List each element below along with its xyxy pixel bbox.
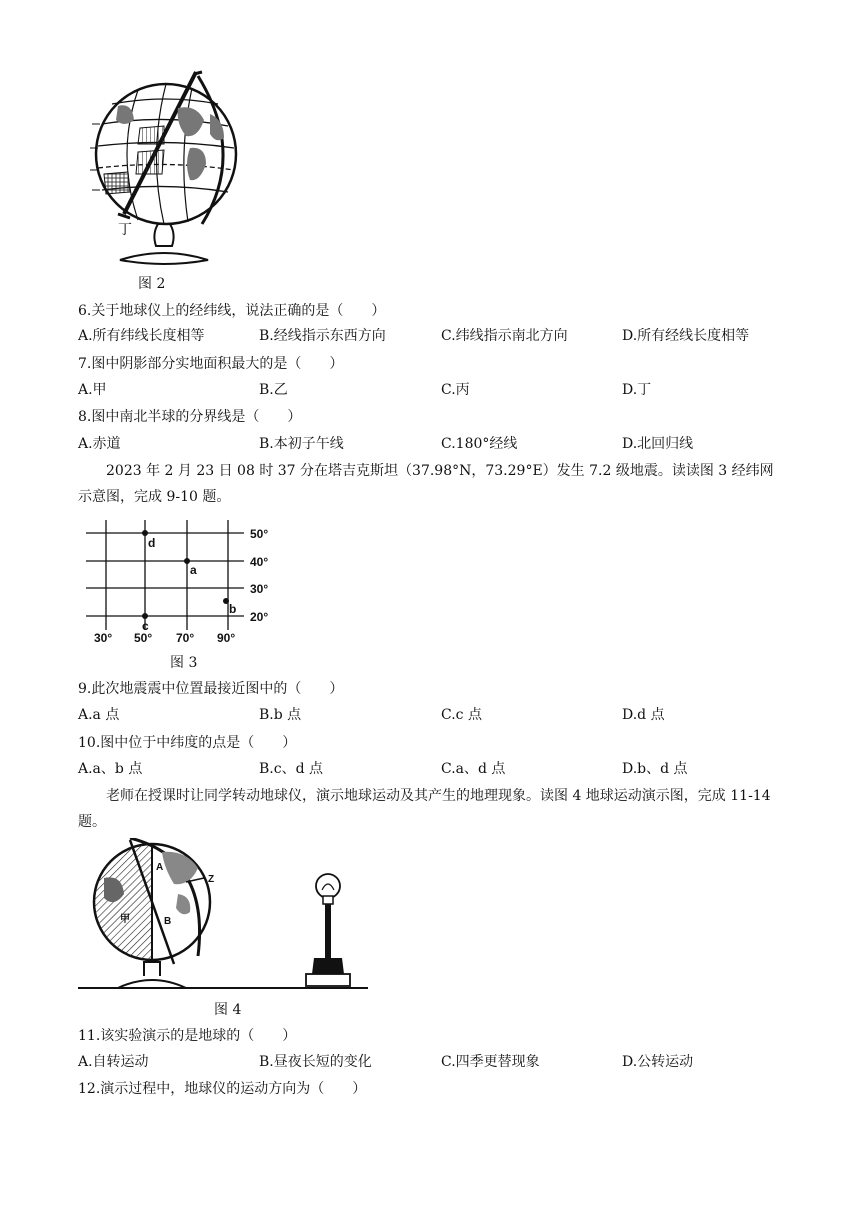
figure-2-caption: 图 2 [138, 276, 166, 292]
question-11-option-d[interactable]: D.公转运动 [622, 1054, 694, 1070]
lon-label-50: 50° [134, 631, 153, 645]
question-7-option-d[interactable]: D.丁 [622, 382, 652, 398]
question-11-option-b[interactable]: B.昼夜长短的变化 [259, 1054, 372, 1070]
question-6-option-a[interactable]: A.所有纬线长度相等 [78, 328, 205, 344]
figure-2-globe-illustration [78, 64, 250, 270]
question-11-option-c[interactable]: C.四季更替现象 [441, 1054, 540, 1070]
question-7-option-b[interactable]: B.乙 [259, 382, 288, 398]
question-6-stem: 6.关于地球仪上的经纬线，说法正确的是（ ） [78, 303, 386, 319]
point-c-label: c [142, 619, 149, 633]
question-6-option-c[interactable]: C.纬线指示南北方向 [441, 328, 568, 344]
question-11-option-a[interactable]: A.自转运动 [78, 1054, 149, 1070]
question-10-option-c[interactable]: C.a、d 点 [441, 761, 506, 777]
figure-4-label-a: A [156, 862, 164, 873]
question-6-option-b[interactable]: B.经线指示东西方向 [259, 328, 386, 344]
figure-4-earth-motion-demo [78, 838, 378, 998]
question-7-option-c[interactable]: C.丙 [441, 382, 470, 398]
question-6-option-d[interactable]: D.所有经线长度相等 [622, 328, 750, 344]
lat-label-30: 30° [250, 582, 269, 596]
figure-4-label-z: Z [208, 874, 215, 885]
question-7-option-a[interactable]: A.甲 [78, 382, 107, 398]
passage-earthquake: 2023 年 2 月 23 日 08 时 37 分在塔吉克斯坦（37.98°N，73.29°E）发生 7.2 级地震。读读图 3 经纬网示意图，完成 9-10 题。 [78, 463, 774, 505]
question-10-stem: 10.图中位于中纬度的点是（ ） [78, 735, 297, 751]
passage-globe-demo: 老师在授课时让同学转动地球仪，演示地球运动及其产生的地理现象。读图 4 地球运动演示图，完成 11-14 题。 [78, 788, 771, 830]
lon-label-30: 30° [94, 631, 113, 645]
question-10-option-b[interactable]: B.c、d 点 [259, 761, 323, 777]
point-d-label: d [148, 536, 156, 550]
lamp-illustration [306, 874, 350, 986]
lon-label-70: 70° [176, 631, 195, 645]
question-9-option-b[interactable]: B.b 点 [259, 707, 302, 723]
question-9-option-a[interactable]: A.a 点 [78, 707, 120, 723]
figure-4-label-jia: 甲 [120, 914, 130, 925]
lat-label-50: 50° [250, 527, 269, 541]
lon-label-90: 90° [217, 631, 236, 645]
lat-label-40: 40° [250, 555, 269, 569]
figure-4-caption: 图 4 [214, 1002, 242, 1018]
question-9-stem: 9.此次地震震中位置最接近图中的（ ） [78, 681, 344, 697]
question-8-stem: 8.图中南北半球的分界线是（ ） [78, 409, 302, 425]
question-8-option-d[interactable]: D.北回归线 [622, 436, 694, 452]
question-9-option-d[interactable]: D.d 点 [622, 707, 665, 723]
question-12-stem: 12.演示过程中，地球仪的运动方向为（ ） [78, 1081, 367, 1097]
lat-label-20: 20° [250, 610, 269, 624]
point-a-label: a [190, 563, 197, 577]
question-11-stem: 11.该实验演示的是地球的（ ） [78, 1028, 297, 1044]
point-b-label: b [229, 602, 237, 616]
figure-2-label-ding: 丁 [118, 221, 132, 237]
figure-3-caption: 图 3 [170, 655, 198, 671]
question-7-stem: 7.图中阴影部分实地面积最大的是（ ） [78, 356, 344, 372]
question-10-option-a[interactable]: A.a、b 点 [78, 761, 143, 777]
question-9-option-c[interactable]: C.c 点 [441, 707, 482, 723]
question-8-option-c[interactable]: C.180°经线 [441, 436, 518, 452]
figure-4-label-b: B [164, 916, 172, 927]
figure-3-graticule-diagram [78, 520, 278, 650]
question-10-option-d[interactable]: D.b、d 点 [622, 761, 688, 777]
question-8-option-b[interactable]: B.本初子午线 [259, 436, 344, 452]
question-8-option-a[interactable]: A.赤道 [78, 436, 121, 452]
